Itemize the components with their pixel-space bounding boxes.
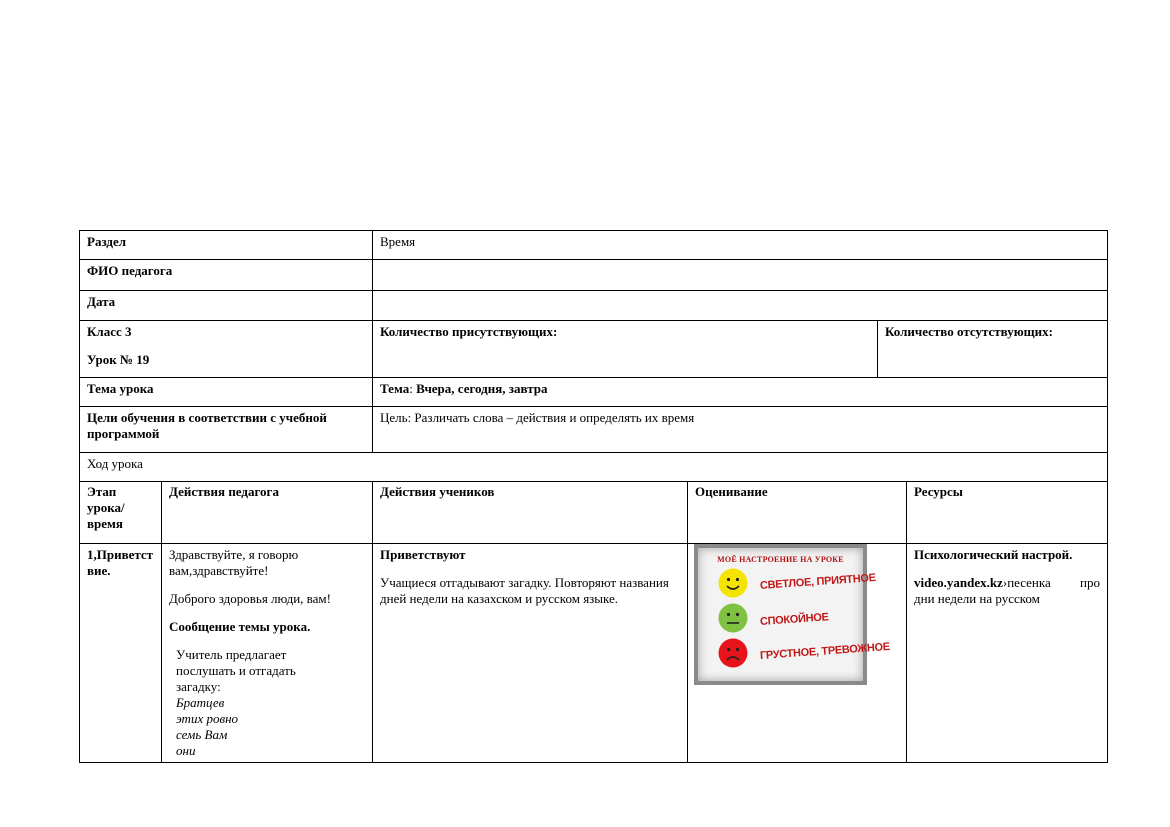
mood-label-positive: СВЕТЛОЕ, ПРИЯТНОЕ xyxy=(759,571,877,592)
students-title: Приветствуют xyxy=(380,546,466,562)
lesson-number: Урок № 19 xyxy=(87,352,150,367)
stage-cell: 1,Приветствие. xyxy=(80,543,162,762)
date-value xyxy=(373,291,1108,321)
resources-cell xyxy=(907,543,1108,762)
class-label: Класс 3 xyxy=(87,324,132,339)
riddle-line: этих ровно xyxy=(176,710,239,726)
teacher-topic-message: Сообщение темы урока. xyxy=(169,618,311,634)
col-header-students: Действия учеников xyxy=(373,481,688,543)
col-header-teacher: Действия педагога xyxy=(162,481,373,543)
col-header-assessment: Оценивание xyxy=(688,481,907,543)
topic-prefix: Тема xyxy=(380,381,410,396)
goals-value: Цель: Различать слова – действия и определять их время xyxy=(373,407,1108,453)
lesson-header-table xyxy=(79,230,1108,482)
resources-title: Психологический настрой. xyxy=(914,546,1073,562)
riddle-line: они xyxy=(176,742,196,758)
mood-title: МОЁ НАСТРОЕНИЕ НА УРОКЕ xyxy=(717,554,844,564)
smile-face-icon xyxy=(718,568,748,598)
mood-label-sad: ГРУСТНОЕ, ТРЕВОЖНОЕ xyxy=(759,640,891,662)
class-cell xyxy=(80,321,373,378)
sad-face-icon xyxy=(718,638,748,668)
assessment-cell xyxy=(688,543,907,762)
teacher-riddle-intro: Учитель предлагает послушать и отгадать загадку: xyxy=(176,646,296,694)
resources-song-word: песенка xyxy=(1007,574,1051,590)
section-label: Раздел xyxy=(80,231,373,260)
col-header-resources: Ресурсы xyxy=(907,481,1108,543)
mood-chart-image xyxy=(694,544,891,685)
mood-label-calm: СПОКОЙНОЕ xyxy=(759,610,829,628)
goals-label: Цели обучения в соответствии с учебной программой xyxy=(80,407,373,453)
resources-description: дни недели на русском xyxy=(914,590,1040,606)
riddle-line: семь Вам xyxy=(176,726,228,742)
lesson-plan-table xyxy=(79,481,1108,763)
col-header-stage: Этап урока/время xyxy=(80,481,162,543)
lesson-course-label: Ход урока xyxy=(80,453,1108,482)
date-label: Дата xyxy=(80,291,373,321)
neutral-face-icon xyxy=(718,603,748,633)
resources-site-link[interactable]: video.yandex.kz xyxy=(914,574,1003,590)
teacher-label: ФИО педагога xyxy=(80,260,373,291)
topic-value-cell: Тема: Вчера, сегодня, завтра xyxy=(373,378,1108,407)
teacher-actions-cell xyxy=(162,543,373,762)
students-actions-cell xyxy=(373,543,688,762)
absent-count-label: Количество отсутствующих: xyxy=(878,321,1108,378)
present-count-label: Количество присутствующих: xyxy=(373,321,878,378)
section-value: Время xyxy=(373,231,1108,260)
topic-value: Вчера, сегодня, завтра xyxy=(416,381,548,396)
resources-arrow: › xyxy=(1002,574,1008,590)
resources-link-line xyxy=(914,575,1100,591)
teacher-wish: Доброго здоровья люди, вам! xyxy=(169,590,331,606)
students-text: Учащиеся отгадывают загадку. Повторяют названия дней недели на казахском и русском языке. xyxy=(380,574,669,606)
riddle-line: Братцев xyxy=(176,694,225,710)
teacher-greeting: Здравствуйте, я говорю вам,здравствуйте! xyxy=(169,546,299,578)
resources-pro-word: про xyxy=(1080,574,1100,590)
topic-label: Тема урока xyxy=(80,378,373,407)
teacher-value xyxy=(373,260,1108,291)
